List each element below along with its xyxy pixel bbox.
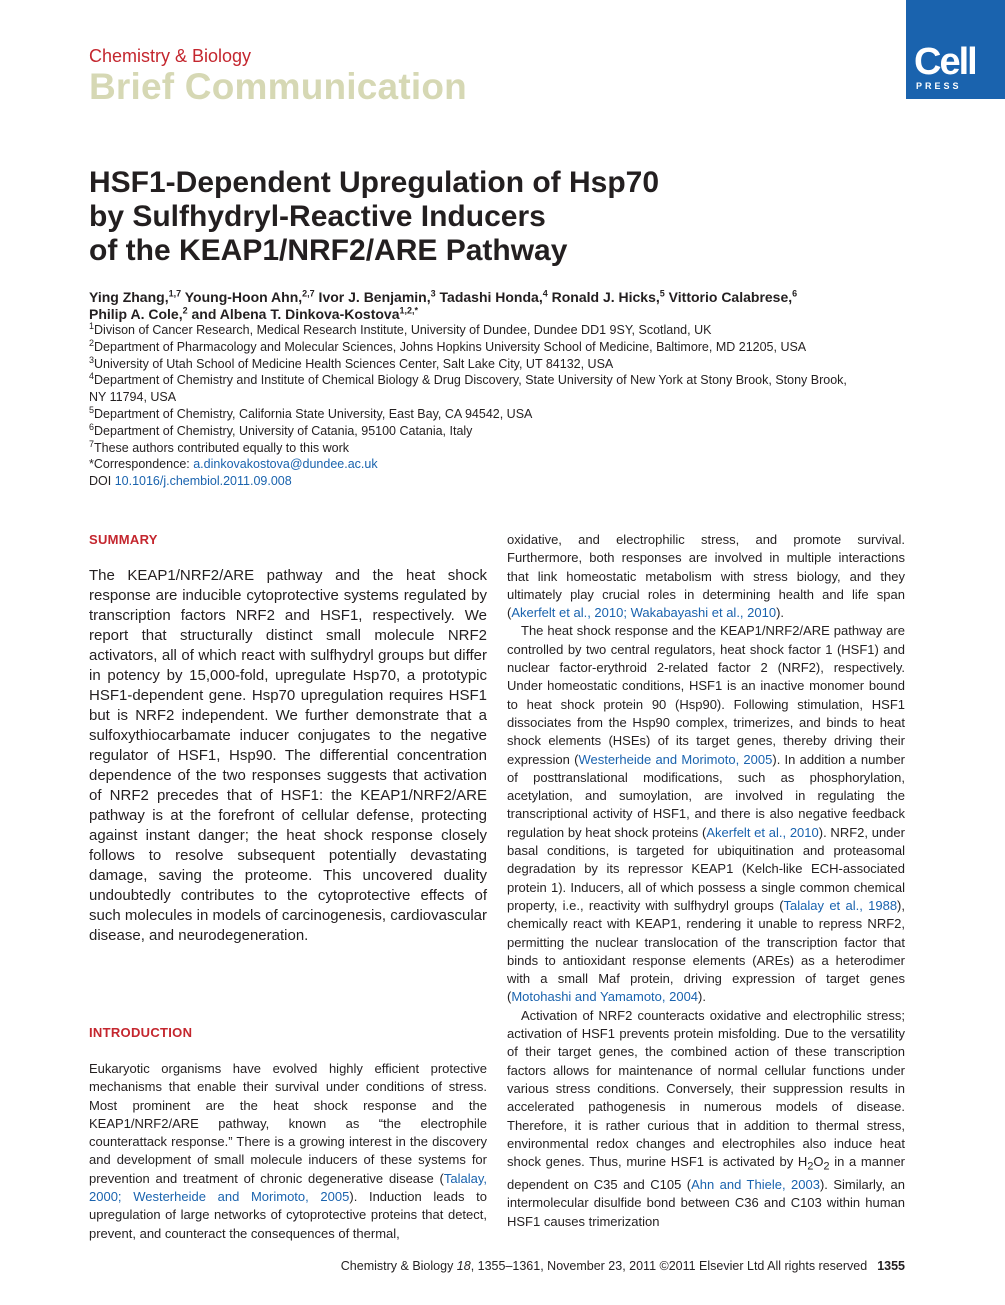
logo-word: Cell — [914, 41, 976, 83]
author-name: Vittorio Calabrese, — [664, 289, 793, 305]
paragraph-text: ). — [698, 989, 706, 1005]
affiliation — [89, 423, 909, 440]
affiliation-marker: 6 — [89, 421, 95, 432]
affiliation-text: Department of Chemistry and Institute of Chemical Biology & Drug Discovery, State University of New York at Stony Brook, Stony Brook, — [94, 373, 847, 388]
author-affil-marker: 2 — [182, 305, 188, 316]
citation-link[interactable]: Ahn and Thiele, 2003 — [691, 1176, 820, 1192]
author-affil-marker: 2,7 — [302, 288, 315, 299]
paragraph-text: The heat shock response and the KEAP1/NRF2/ARE pathway are controlled by two central regulators, heat shock factor 1 (HSF1) and nuclear factor-erythroid 2-related factor 2 (NRF2), respectively. Under homeostatic conditions, HSF1 is an inactive monomer bound to heat shock protein 90 (Hsp90). Following stimulation, HSF1 dissociates from the Hsp90 complex, trimerizes, and binds to heat shock elements (HSEs) of its target genes, thereby driving their expression ( — [507, 623, 905, 767]
subscript: 2 — [807, 1160, 814, 1173]
doi-link[interactable]: 10.1016/j.chembiol.2011.09.008 — [114, 474, 292, 489]
paragraph-text: O — [813, 1154, 824, 1170]
affiliation-marker: 1 — [89, 320, 95, 331]
article-type: Brief Communication — [89, 66, 467, 107]
affiliation-text: Divison of Cancer Research, Medical Research Institute, University of Dundee, Dundee DD1 9SY, Scotland, UK — [94, 323, 712, 337]
affiliation — [89, 322, 909, 339]
footer-journal: Chemistry & Biology — [340, 1259, 457, 1273]
affiliation — [89, 389, 909, 406]
logo-press: PRESS — [916, 81, 962, 91]
title-line: HSF1-Dependent Upregulation of Hsp70 — [89, 166, 660, 199]
summary-heading: SUMMARY — [89, 532, 158, 547]
author-name: Philip A. Cole, — [89, 306, 183, 322]
title-line: of the KEAP1/NRF2/ARE Pathway — [89, 234, 568, 267]
author-name: Tadashi Honda, — [435, 289, 543, 305]
correspondence — [89, 456, 909, 473]
paragraph-text: ). — [776, 605, 785, 621]
affiliation — [89, 372, 909, 389]
doi-label: DOI — [89, 474, 115, 489]
summary-heading-block — [89, 532, 487, 547]
author-name: Young-Hoon Ahn, — [181, 289, 303, 305]
affiliation-marker: 5 — [89, 404, 95, 415]
page-footer — [341, 1259, 905, 1273]
paragraph-text: ). Similarly, an intermolecular disulfide bond between C36 and C103 within human HSF1 causes trimerization — [507, 1176, 905, 1229]
paragraph-text: Eukaryotic organisms have evolved highly efficient protective mechanisms that enable their survival under conditions of stress. Most prominent are the heat shock response and the KEAP1/NRF2/ARE pathway, known as “the electrophile counterattack response.” There is a growing interest in the discovery and development of small molecule inducers of these systems for prevention and treatment of chronic degenerative disease ( — [89, 1061, 487, 1186]
author-list — [89, 289, 889, 323]
author-name: Ronald J. Hicks, — [547, 289, 660, 305]
author-affil-marker: 1,2,* — [399, 305, 418, 316]
paragraph-text: Activation of NRF2 counteracts oxidative and electrophilic stress; activation of HSF1 prevents protein misfolding. Due to the versatility of their target genes, the combined action of these transcription factors allows for maintenance of normal cellular functions under various stress conditions. Conversely, their suppression results in accelerated pathogenesis in numerous models of disease. Therefore, it is rather curious that in addition to thermal stress, environmental redox changes and electrophiles also induce heat shock genes. Thus, murine HSF1 is activated by H — [507, 1007, 905, 1170]
author-affil-marker: 1,7 — [168, 288, 182, 299]
summary-text: The KEAP1/NRF2/ARE pathway and the heat shock response are inducible cytoprotective systems regulated by transcription factors NRF2 and HSF1, respectively. We report that structurally distinct small molecule NRF2 activators, all of which react with sulfhydryl groups but differ in potency by 15,000-fold, upregulate Hsp70, a prototypic HSF1-dependent gene. Hsp70 upregulation requires HSF1 but is NRF2 independent. We further demonstrate that a sulfoxythiocarbamate inducer conjugates to the negative regulator of HSF1, Hsp90. The differential concentration dependence of the two responses suggests that activation of NRF2 precedes that of HSF1: the KEAP1/NRF2/ARE pathway is at the forefront of cellular defense, protecting against instant danger; the heat shock response closely follows to resolve subsequent potentially devastating damage, saving the proteome. This uncovered duality undoubtedly contributes to the cytoprotective effects of such molecules in models of carcinogenesis, cardiovascular disease, and neurodegeneration. — [89, 567, 487, 944]
footer-volume: 18 — [456, 1259, 471, 1273]
affiliation-text: NY 11794, USA — [89, 390, 177, 405]
affiliation-text: University of Utah School of Medicine Health Sciences Center, Salt Lake City, UT 84132, USA — [94, 356, 614, 371]
paragraph-text: ). In addition a number of posttranslational modifications, such as phosphorylation, acetylation, and sumoylation, are involved in regulating the transcriptional activity of HSF1, and there is also negative feedback regulation by heat shock proteins ( — [507, 751, 905, 840]
title-line: by Sulfhydryl-Reactive Inducers — [89, 200, 546, 233]
introduction-paragraph — [89, 1060, 487, 1243]
citation-link[interactable]: Akerfelt et al., 2010; Wakabayashi et al., 2010 — [511, 605, 777, 621]
affiliation-text: Department of Pharmacology and Molecular Sciences, Johns Hopkins University School of Medicine, Baltimore, MD 21205, USA — [94, 339, 807, 354]
author-affil-marker: 4 — [542, 288, 548, 299]
journal-name: Chemistry & Biology — [89, 46, 252, 66]
author-name: Ivor J. Benjamin, — [314, 289, 431, 305]
author-name: and Albena T. Dinkova-Kostova — [187, 306, 400, 322]
affiliation-text: These authors contributed equally to this work — [94, 440, 350, 455]
doi — [89, 473, 909, 490]
author-affil-marker: 3 — [430, 288, 436, 299]
affiliation-list — [89, 322, 909, 490]
affiliation-marker: 4 — [89, 371, 95, 382]
paragraph-text: ). Induction leads to upregulation of large networks of cytoprotective proteins that detect, prevent, and counteract the consequences of thermal, — [89, 1189, 487, 1241]
author-name: Ying Zhang, — [89, 289, 169, 305]
affiliation-text: Department of Chemistry, California State University, East Bay, CA 94542, USA — [94, 406, 533, 421]
correspondence-email-link[interactable]: a.dinkovakostova@dundee.ac.uk — [193, 457, 378, 472]
affiliation-marker: 2 — [89, 337, 95, 348]
subscript: 2 — [823, 1160, 830, 1173]
article-title — [89, 166, 809, 268]
affiliation — [89, 406, 909, 423]
affiliation — [89, 339, 909, 356]
affiliation — [89, 356, 909, 373]
citation-link[interactable]: Motohashi and Yamamoto, 2004 — [511, 989, 699, 1005]
affiliation-marker: 3 — [89, 354, 95, 365]
paragraph-text: oxidative, and electrophilic stress, and promote survival. Furthermore, both responses are involved in multiple interactions that link homeostatic metabolism with stress biology, and they ultimately play crucial roles in determining health and life span ( — [507, 532, 905, 621]
citation-link[interactable]: Talalay et al., 1988 — [783, 897, 898, 913]
paragraph-text: ), chemically react with KEAP1, rendering it unable to repress NRF2, permitting the nuclear translocation of the transcription factor that binds to antioxidant response elements (AREs) as a heterodimer with a small Maf protein, driving expression of target genes ( — [507, 897, 905, 1005]
author-line — [89, 306, 889, 323]
introduction-heading: INTRODUCTION — [89, 1025, 193, 1040]
right-column-text — [507, 531, 905, 1231]
affiliation-marker: 7 — [89, 438, 95, 449]
correspondence-label: *Correspondence: — [89, 457, 194, 472]
citation-link[interactable]: Westerheide and Morimoto, 2005 — [578, 751, 773, 767]
affiliation — [89, 440, 909, 457]
page-number: 1355 — [877, 1259, 905, 1273]
paragraph-text: ). NRF2, under basal conditions, is targeted for ubiquitination and proteasomal degradation by its repressor KEAP1 (Kelch-like ECH-associated protein 1). Inducers, all of which possess a single common chemical property, i.e., reactivity with sulfhydryl groups ( — [507, 824, 905, 913]
footer-citation: , 1355–1361, November 23, 2011 ©2011 Elsevier Ltd All rights reserved — [470, 1259, 868, 1273]
author-line — [89, 289, 889, 306]
cell-press-logo — [906, 0, 1005, 99]
author-affil-marker: 5 — [659, 288, 665, 299]
citation-link[interactable]: Talalay, 2000; Westerheide and Morimoto, 2005 — [89, 1170, 487, 1205]
paragraph-text: in a manner dependent on C35 and C105 ( — [507, 1154, 906, 1192]
author-affil-marker: 6 — [792, 288, 798, 299]
introduction-heading-block — [89, 1025, 487, 1040]
citation-link[interactable]: Akerfelt et al., 2010 — [706, 824, 819, 840]
affiliation-text: Department of Chemistry, University of Catania, 95100 Catania, Italy — [94, 423, 473, 438]
